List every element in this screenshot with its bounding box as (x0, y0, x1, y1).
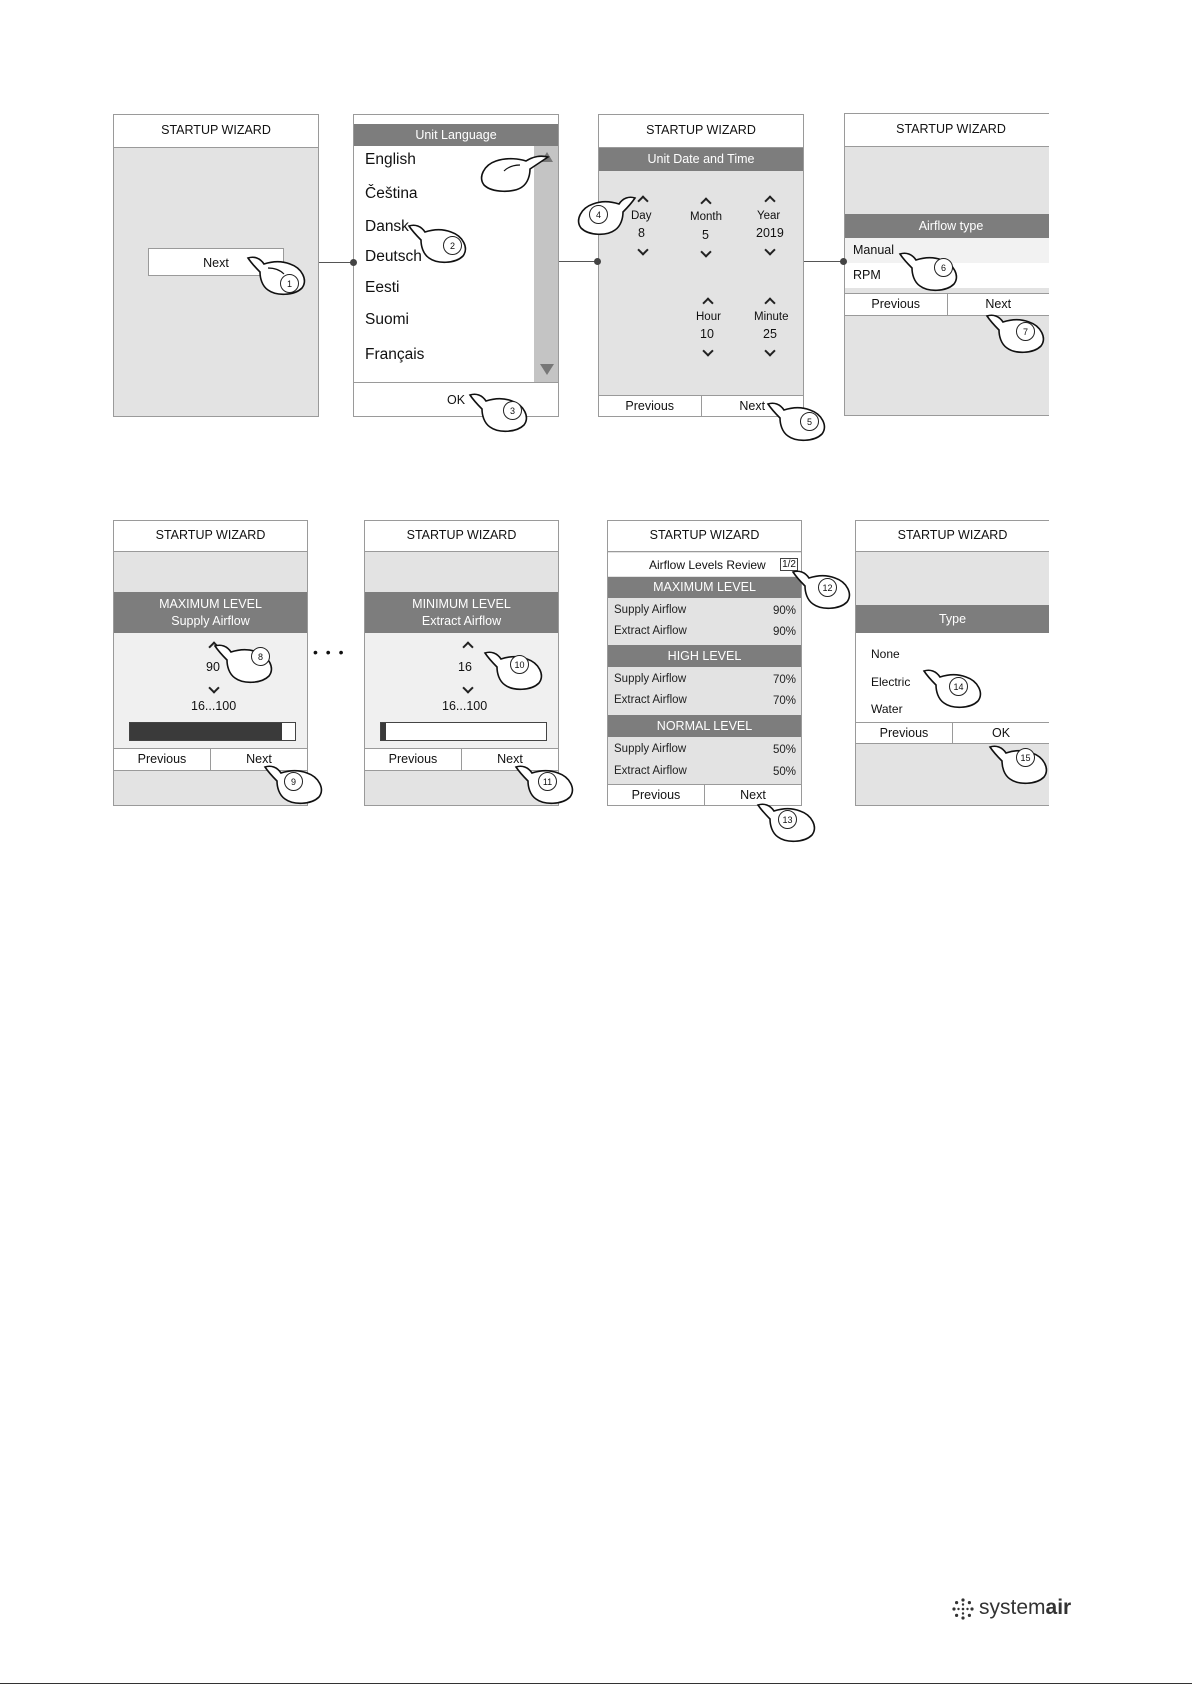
min-level-progress-bar (380, 722, 547, 741)
minute-down-icon[interactable] (764, 345, 775, 356)
month-up-icon[interactable] (700, 197, 711, 208)
row-label: Supply Airflow (614, 673, 687, 685)
step-number: 11 (538, 772, 557, 791)
row-value: 70% (772, 695, 796, 707)
brand-suffix: air (1045, 1596, 1072, 1619)
heater-type-option[interactable]: Water (871, 702, 903, 716)
month-label: Month (690, 211, 722, 223)
next-button[interactable]: Next (704, 785, 801, 806)
previous-button[interactable]: Previous (871, 297, 921, 311)
step-number: 10 (510, 655, 529, 674)
heater-type-header: Type (856, 605, 1049, 633)
day-label: Day (631, 210, 652, 222)
min-level-subtitle: Extract Airflow (421, 614, 502, 628)
row-label: Extract Airflow (614, 765, 687, 777)
review-section-header: HIGH LEVEL (608, 645, 801, 667)
language-item[interactable]: Français (365, 346, 425, 363)
previous-button[interactable]: Previous (625, 399, 675, 413)
year-label: Year (757, 210, 781, 222)
step-number: 6 (934, 258, 953, 277)
next-button[interactable]: Next (461, 749, 558, 770)
screen-title: STARTUP WIZARD (114, 115, 318, 148)
review-row (608, 621, 801, 641)
day-down-icon[interactable] (637, 244, 648, 255)
review-title-bar (608, 553, 801, 576)
row-label: Supply Airflow (614, 743, 687, 755)
next-button[interactable]: Next (148, 248, 284, 276)
language-item[interactable]: Suomi (365, 311, 409, 328)
row-value: 70% (772, 674, 796, 686)
row-label: Supply Airflow (614, 604, 687, 616)
minute-up-icon[interactable] (764, 297, 775, 308)
max-level-progress-bar (129, 722, 296, 741)
flow-connector (804, 261, 844, 262)
heater-type-button-bar (856, 722, 1049, 744)
next-button[interactable]: Next (947, 294, 1050, 315)
language-item[interactable]: Čeština (365, 185, 418, 202)
connector-dot (840, 258, 847, 265)
increase-icon[interactable] (462, 641, 473, 652)
previous-button[interactable]: Previous (879, 726, 929, 740)
ok-button[interactable]: OK (952, 723, 1049, 743)
row-label: Extract Airflow (614, 694, 687, 706)
row-value: 90% (772, 605, 796, 617)
pointing-hand-icon (407, 222, 473, 271)
flow-connector (319, 262, 353, 263)
screen-title: STARTUP WIZARD (845, 114, 1049, 147)
review-row (608, 600, 801, 620)
min-level-title: MINIMUM LEVEL (412, 597, 511, 611)
pointing-hand-icon (246, 254, 306, 299)
review-page-indicator[interactable]: 1/2 (782, 559, 796, 570)
review-row (608, 690, 801, 710)
review-section-header: NORMAL LEVEL (608, 715, 801, 737)
next-button[interactable]: Next (701, 396, 804, 417)
day-up-icon[interactable] (637, 195, 648, 206)
review-section-header: MAXIMUM LEVEL (608, 577, 801, 598)
row-value: 50% (772, 766, 796, 778)
step-number: 5 (800, 412, 819, 431)
progress-fill (381, 723, 386, 740)
review-title: Airflow Levels Review (649, 558, 766, 572)
row-label: Extract Airflow (614, 625, 687, 637)
row-value: 50% (772, 744, 796, 756)
min-level-range: 16...100 (442, 699, 488, 713)
step-number: 3 (503, 401, 522, 420)
hour-label: Hour (696, 311, 721, 323)
brand-prefix: system (979, 1596, 1046, 1619)
language-item[interactable]: Deutsch (365, 248, 422, 265)
option-label: Manual (853, 243, 894, 257)
screen-title: STARTUP WIZARD (856, 521, 1049, 552)
previous-button[interactable]: Previous (137, 752, 187, 766)
logo-mark-icon (952, 1598, 974, 1620)
row-value: 90% (772, 626, 796, 638)
progress-fill (130, 723, 282, 740)
review-row (608, 761, 801, 781)
step-number: 12 (818, 578, 837, 597)
screen-title: STARTUP WIZARD (599, 115, 803, 148)
language-item[interactable]: English (365, 151, 416, 168)
year-down-icon[interactable] (764, 244, 775, 255)
max-level-value: 90 (206, 660, 220, 674)
minute-label: Minute (754, 311, 789, 323)
page-bottom-rule (0, 1683, 1192, 1684)
option-label: RPM (853, 268, 881, 282)
max-level-subtitle: Supply Airflow (171, 614, 250, 628)
year-up-icon[interactable] (764, 195, 775, 206)
pointing-hand-icon (766, 400, 832, 449)
screen-title: STARTUP WIZARD (114, 521, 307, 552)
review-row (608, 739, 801, 759)
month-down-icon[interactable] (700, 246, 711, 257)
more-steps-ellipsis: • • • (313, 644, 346, 660)
heater-type-option[interactable]: Electric (871, 675, 911, 689)
step-number: 15 (1016, 748, 1035, 767)
connector-dot (350, 259, 357, 266)
pointing-hand-icon (480, 149, 550, 199)
ok-button[interactable]: OK (446, 393, 466, 407)
hour-value: 10 (700, 327, 714, 341)
step-number: 1 (280, 274, 299, 293)
step-number: 9 (284, 772, 303, 791)
year-value: 2019 (756, 226, 784, 240)
max-level-title: MAXIMUM LEVEL (159, 597, 262, 611)
previous-button[interactable]: Previous (388, 752, 438, 766)
scroll-down-icon[interactable] (540, 364, 554, 375)
max-level-header (114, 592, 307, 633)
max-level-range: 16...100 (191, 699, 237, 713)
next-button[interactable]: Next (210, 749, 307, 770)
flow-connector (559, 261, 598, 262)
step-number: 7 (1016, 322, 1035, 341)
decrease-icon[interactable] (462, 682, 473, 693)
step-number: 14 (949, 677, 968, 696)
heater-type-option[interactable]: None (871, 647, 900, 661)
screen-title: STARTUP WIZARD (365, 521, 558, 552)
step-number: 2 (443, 236, 462, 255)
pointing-hand-icon (213, 642, 279, 691)
month-value: 5 (702, 228, 709, 242)
airflow-type-header: Airflow type (845, 214, 1049, 238)
language-item[interactable]: Eesti (365, 279, 400, 296)
datetime-screen (598, 114, 804, 417)
datetime-header: Unit Date and Time (599, 148, 803, 171)
step-number: 13 (778, 810, 797, 829)
step-number: 4 (589, 205, 608, 224)
hour-down-icon[interactable] (702, 345, 713, 356)
connector-dot (594, 258, 601, 265)
pointing-hand-icon (898, 250, 964, 299)
language-header: Unit Language (354, 124, 558, 146)
review-row (608, 669, 801, 689)
previous-button[interactable]: Previous (631, 788, 681, 802)
step-number: 8 (251, 647, 270, 666)
day-value: 8 (638, 226, 645, 240)
language-item[interactable]: Dansk (365, 218, 409, 235)
airflow-review-screen (607, 520, 802, 806)
screen-title: STARTUP WIZARD (608, 521, 801, 552)
pointing-hand-icon (468, 391, 534, 440)
hour-up-icon[interactable] (702, 297, 713, 308)
min-level-header (365, 592, 558, 633)
minute-value: 25 (763, 327, 777, 341)
min-level-value: 16 (458, 660, 472, 674)
